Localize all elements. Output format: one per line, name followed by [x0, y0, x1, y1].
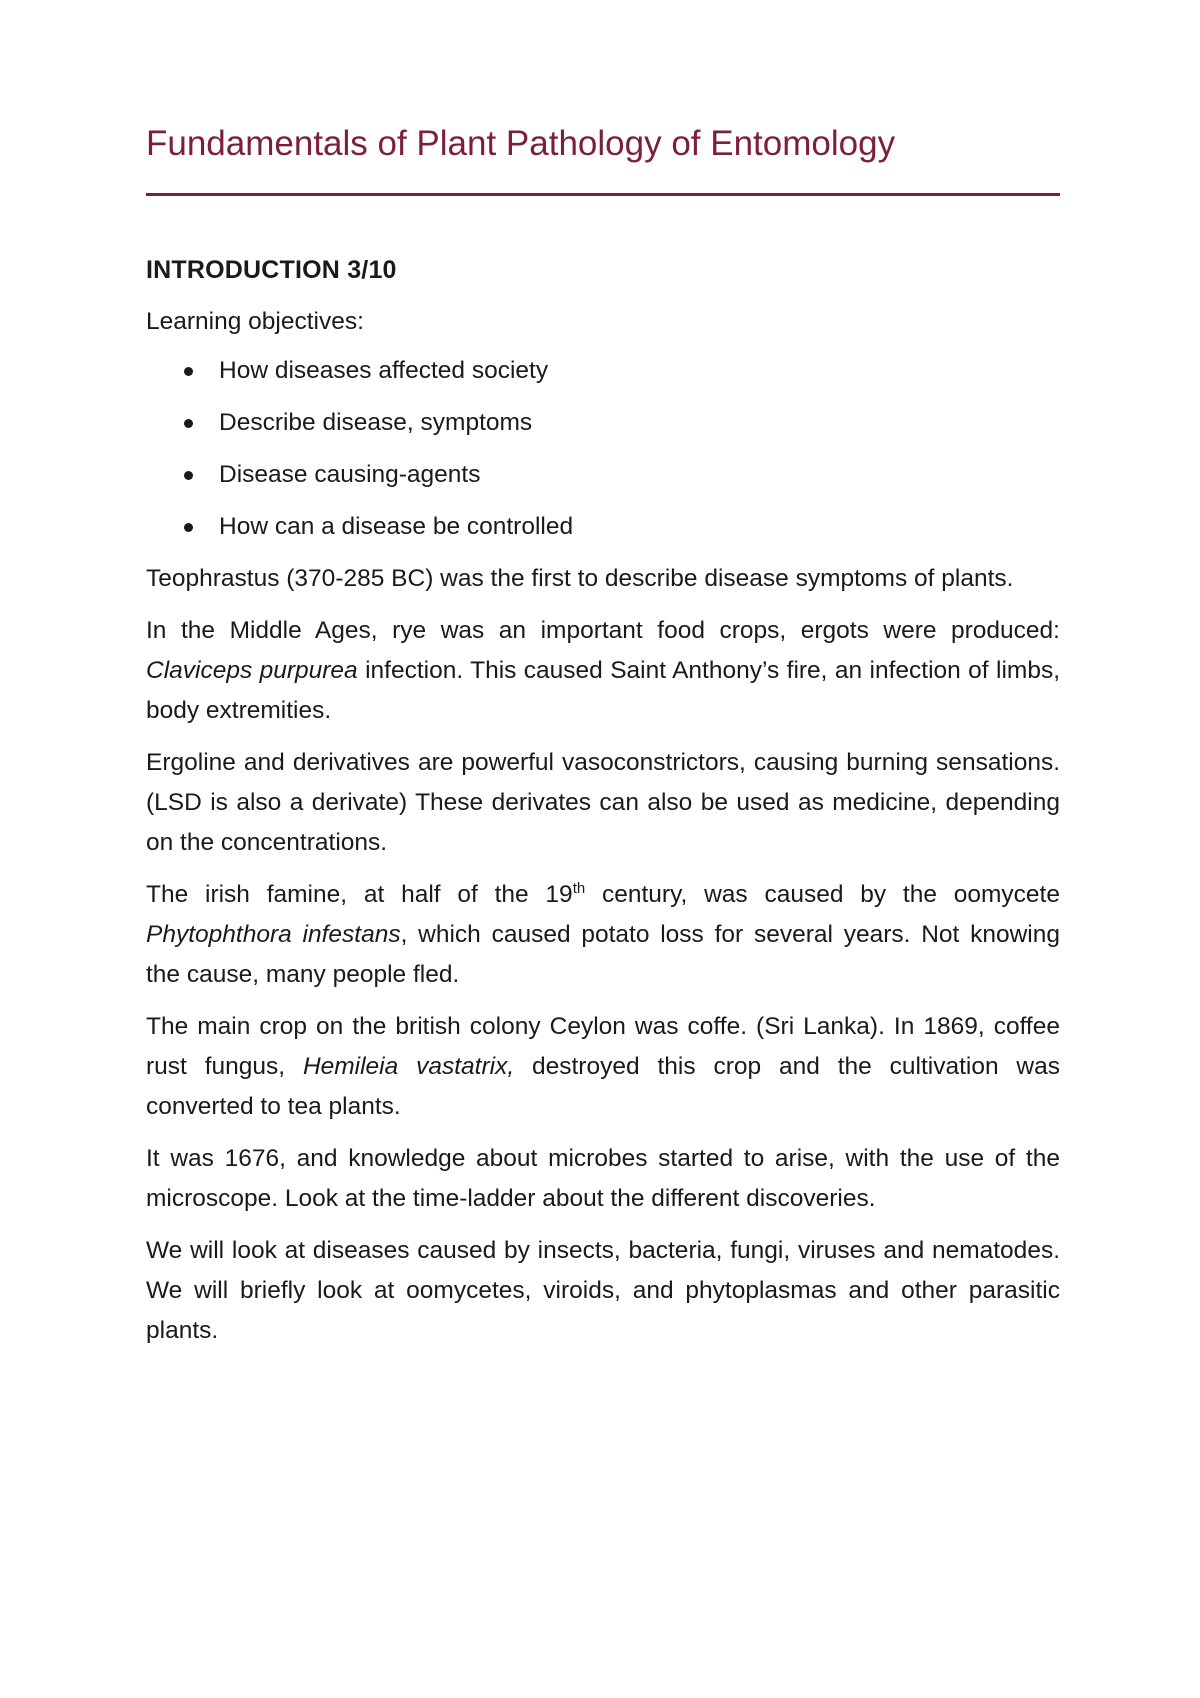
species-name-italic: Phytophthora infestans [146, 921, 401, 948]
paragraph-text: century, was caused by the oomycete [585, 881, 1060, 908]
objective-text: Describe disease, symptoms [219, 409, 533, 436]
bullet-dot-icon [184, 523, 193, 532]
title-underline-divider [146, 193, 1060, 196]
paragraph-text: infection. This caused Saint Anthony’s fire, an infection of limbs, body extremities. [146, 657, 1060, 724]
paragraph-text: destroyed this crop and the cultivation was converted to tea plants. [146, 1053, 1061, 1120]
objective-item [146, 403, 1060, 443]
paragraph-disease-agents: We will look at diseases caused by insects, bacteria, fungi, viruses and nematodes. We will briefly look at oomycetes, viroids, and phytoplasmas and other parasitic plants. [146, 1237, 1060, 1344]
paragraph-ergoline: Ergoline and derivatives are powerful vasoconstrictors, causing burning sensations. (LSD is also a derivate) These derivates can also be used as medicine, depending on the concentrations. [146, 749, 1060, 856]
document-body [146, 250, 1060, 1363]
objective-item [146, 351, 1060, 391]
bullet-dot-icon [184, 367, 193, 376]
objective-text: Disease causing-agents [219, 461, 481, 488]
bullet-dot-icon [184, 471, 193, 480]
species-name-italic: Claviceps purpurea [146, 657, 358, 684]
paragraph-microscope: It was 1676, and knowledge about microbes started to arise, with the use of the microscope. Look at the time-ladder about the different discoveries. [146, 1145, 1060, 1212]
document-title: Fundamentals of Plant Pathology of Entomology [146, 124, 896, 163]
paragraph-irish-famine [146, 875, 1060, 995]
section-heading: INTRODUCTION 3/10 [146, 256, 397, 284]
objective-text: How can a disease be controlled [219, 513, 574, 540]
objectives-list [146, 351, 1060, 547]
bullet-dot-icon [184, 419, 193, 428]
objective-text: How diseases affected society [219, 357, 549, 384]
paragraph-text: In the Middle Ages, rye was an important food crops, ergots were produced: [146, 617, 1060, 644]
paragraph-teophrastus: Teophrastus (370-285 BC) was the first to describe disease symptoms of plants. [146, 565, 1014, 592]
ordinal-superscript: th [572, 879, 586, 897]
objective-item [146, 507, 1060, 547]
paragraph-middle-ages [146, 611, 1060, 731]
paragraph-text: , which caused potato loss for several years. Not knowing the cause, many people fled. [146, 921, 1060, 988]
paragraph-text: The irish famine, at half of the 19 [146, 881, 573, 908]
paragraph-ceylon [146, 1007, 1060, 1127]
objective-item [146, 455, 1060, 495]
species-name-italic: Hemileia vastatrix, [302, 1053, 515, 1080]
paragraph-text: The main crop on the british colony Ceylon was coffe. (Sri Lanka). In 1869, coffee rust fungus, [146, 1013, 1060, 1080]
objectives-label: Learning objectives: [146, 308, 364, 335]
